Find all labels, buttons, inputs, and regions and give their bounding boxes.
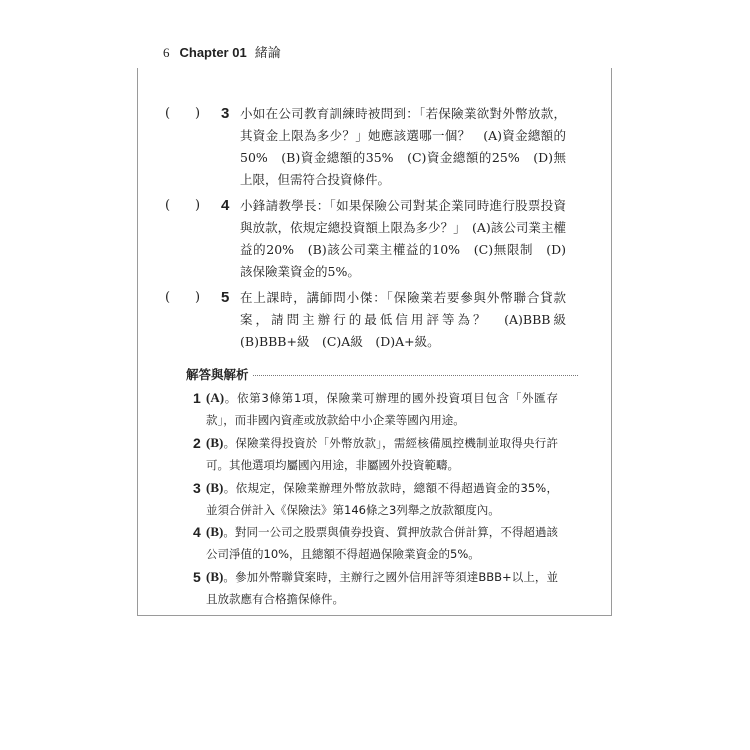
answer-key: (A) — [206, 390, 225, 405]
question-text: 在上課時，講師問小傑：「保險業若要參與外幣聯合貸款案，請問主辦行的最低信用評等為？ (A)BBB級 (B)BBB+級 (C)A級 (D)A+級。 — [240, 290, 579, 349]
title-dotted-rule — [253, 375, 578, 376]
chapter-label: Chapter 01 — [179, 45, 247, 60]
answer-paren-open: ( — [165, 290, 171, 305]
page-number: 6 — [163, 45, 170, 60]
answer-number: 5 — [193, 569, 201, 585]
answer-paren-open: ( — [165, 198, 171, 213]
answer-paren-open: ( — [165, 106, 171, 121]
question-number: 3 — [221, 105, 230, 122]
answer-paren-close: ) — [195, 198, 201, 213]
answer-text — [206, 477, 558, 521]
answer-number: 2 — [193, 435, 201, 451]
answer-number: 3 — [193, 480, 201, 496]
answer-key: (B) — [206, 569, 224, 584]
question-number: 5 — [221, 289, 230, 306]
answer-explanation: 。依規定，保險業辦理外幣放款時，總額不得超過資金的35%，並須合併計入《保險法》第146條之3列舉之放款額度內。 — [206, 481, 558, 517]
question-text: 小如在公司教育訓練時被問到：「若保險業欲對外幣放款，其資金上限為多少？」她應該選哪一個？ (A)資金總額的50% (B)資金總額的35% (C)資金總額的25% (D)無上限，但需符合投資條件。 — [240, 106, 566, 187]
answer-text — [206, 432, 558, 476]
answer-number: 1 — [193, 390, 201, 406]
answer-explanation: 。保險業得投資於「外幣放款」，需經核備風控機制並取得央行許可。其他選項均屬國內用途，非屬國外投資範疇。 — [206, 436, 558, 472]
answer-paren-close: ) — [195, 290, 201, 305]
question-number: 4 — [221, 197, 230, 214]
question-text: 小鋒請教學長：「如果保險公司對某企業同時進行股票投資與放款，依規定總投資額上限為多少？」 (A)該公司業主權益的20% (B)該公司業主權益的10% (C)無限制 (D)該保險業資金的5%。 — [240, 198, 566, 279]
answer-text — [206, 521, 558, 565]
answer-explanation: 。參加外幣聯貸案時，主辦行之國外信用評等須達BBB+以上，並且放款應有合格擔保條件。 — [206, 570, 558, 606]
answers-title-text: 解答與解析 — [186, 367, 249, 382]
answer-key: (B) — [206, 435, 224, 450]
answer-text — [206, 566, 558, 610]
answer-explanation: 。依第3條第1項，保險業可辦理的國外投資項目包含「外匯存款」，而非國內資產或放款給中小企業等國內用途。 — [206, 391, 558, 427]
answer-explanation: 。對同一公司之股票與債券投資、質押放款合併計算，不得超過該公司淨值的10%，且總額不得超過保險業資金的5%。 — [206, 525, 558, 561]
answers-section-title — [186, 365, 578, 383]
answer-key: (B) — [206, 480, 224, 495]
answer-text — [206, 387, 558, 431]
chapter-title: 緒論 — [254, 46, 281, 61]
answer-key: (B) — [206, 524, 224, 539]
answer-paren-close: ) — [195, 106, 201, 121]
answer-number: 4 — [193, 524, 201, 540]
page-header — [163, 44, 281, 63]
